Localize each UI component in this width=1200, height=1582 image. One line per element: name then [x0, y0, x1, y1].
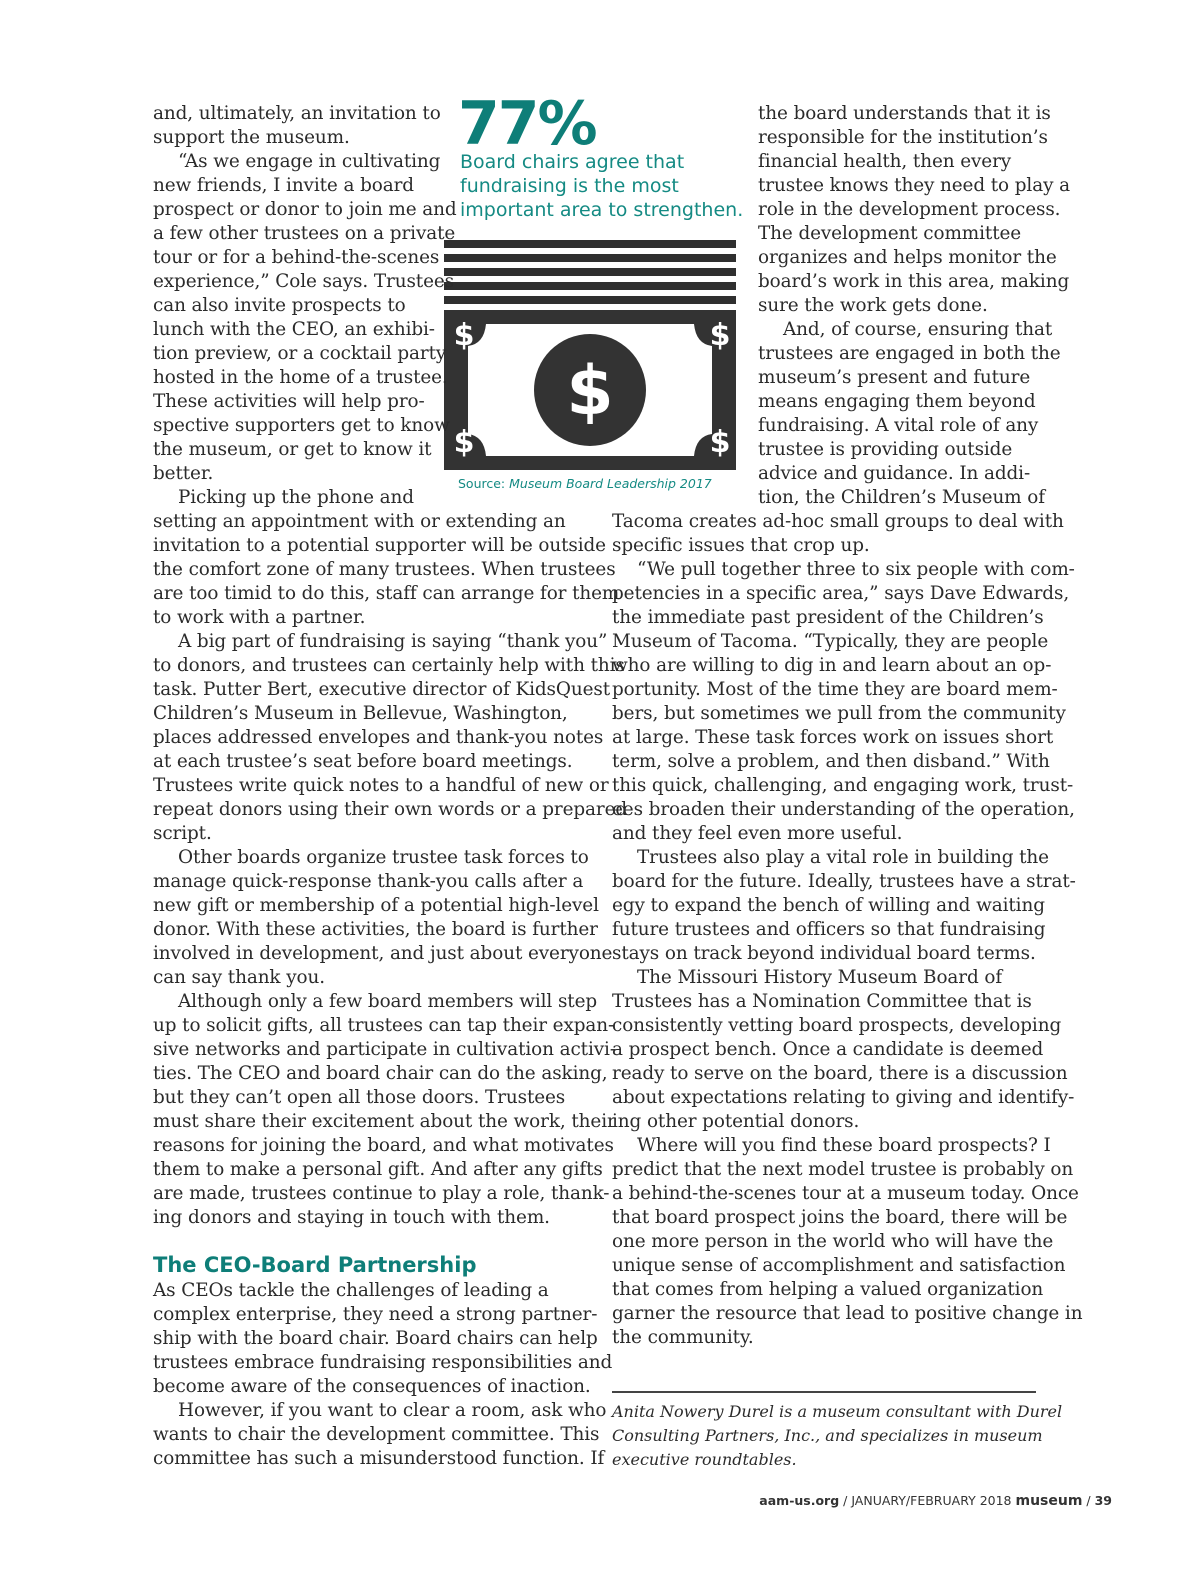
body-line: a few other trustees on a private: [153, 223, 456, 244]
body-line: As CEOs tackle the challenges of leading a: [153, 1280, 549, 1301]
body-line: Trustees write quick notes to a handful of new or: [153, 775, 609, 796]
dollar-sign-corner: $: [453, 318, 475, 353]
body-line: a behind-the-scenes tour at a museum today. Once: [612, 1183, 1079, 1204]
body-line: the comfort zone of many trustees. When trustees: [153, 559, 616, 580]
body-line: consistently vetting board prospects, developing: [612, 1015, 1062, 1036]
stat-source: [458, 476, 712, 491]
source-prefix: Source:: [458, 476, 510, 491]
body-line: experience,” Cole says. Trustees: [153, 271, 455, 292]
body-line: that comes from helping a valued organization: [612, 1279, 1044, 1300]
body-line: new gift or membership of a potential high-level: [153, 895, 599, 916]
body-line: to donors, and trustees can certainly help with this: [153, 655, 625, 676]
body-line: one more person in the world who will have the: [612, 1231, 1054, 1252]
body-line: Although only a few board members will step: [178, 991, 598, 1012]
body-line: sive networks and participate in cultivation activi-: [153, 1039, 616, 1060]
body-line: means engaging them beyond: [758, 391, 1036, 412]
body-line: unique sense of accomplishment and satisfaction: [612, 1255, 1066, 1276]
body-line: specific issues that crop up.: [612, 535, 870, 556]
body-line: prospect or donor to join me and: [153, 199, 457, 220]
body-line: tour or for a behind-the-scenes: [153, 247, 440, 268]
body-line: ing donors and staying in touch with them.: [153, 1207, 550, 1228]
footer-date: JANUARY/FEBRUARY 2018: [851, 1493, 1012, 1508]
body-line: trustee is providing outside: [758, 439, 1013, 460]
dollar-sign-corner: $: [709, 425, 731, 460]
bio-divider: [612, 1391, 1036, 1393]
page-footer: [759, 1493, 1112, 1509]
body-line: the community.: [612, 1327, 754, 1348]
body-line: are made, trustees continue to play a role, thank-: [153, 1183, 610, 1204]
body-line: but they can’t open all those doors. Trustees: [153, 1087, 566, 1108]
body-line: Children’s Museum in Bellevue, Washington,: [153, 703, 568, 724]
source-title: Museum Board Leadership 2017: [509, 476, 712, 491]
body-line: And, of course, ensuring that: [783, 319, 1053, 340]
body-line: ready to serve on the board, there is a discussion: [612, 1063, 1068, 1084]
body-line: responsible for the institution’s: [758, 127, 1048, 148]
body-line: However, if you want to clear a room, ask who: [178, 1400, 607, 1421]
footer-site[interactable]: aam-us.org: [759, 1493, 840, 1508]
body-line: the immediate past president of the Children’s: [612, 607, 1044, 628]
body-line: Where will you find these board prospects? I: [637, 1135, 1051, 1156]
body-line: complex enterprise, they need a strong partner-: [153, 1304, 598, 1325]
body-line: role in the development process.: [758, 199, 1061, 220]
body-line: reasons for joining the board, and what motivates: [153, 1135, 614, 1156]
body-line: tion, the Children’s Museum of: [758, 487, 1045, 508]
body-line: the board understands that it is: [758, 103, 1051, 124]
body-line: These activities will help pro-: [153, 391, 425, 412]
body-line: a prospect bench. Once a candidate is deemed: [612, 1039, 1044, 1060]
body-line: about expectations relating to giving and identify-: [612, 1087, 1075, 1108]
body-line: must share their excitement about the work, their: [153, 1111, 616, 1132]
body-line: Museum of Tacoma. “Typically, they are people: [612, 631, 1049, 652]
body-line: financial health, then every: [758, 151, 1012, 172]
body-line: trustee knows they need to play a: [758, 175, 1070, 196]
body-line: up to solicit gifts, all trustees can tap their expan-: [153, 1015, 615, 1036]
body-line: new friends, I invite a board: [153, 175, 414, 196]
body-line: advice and guidance. In addi-: [758, 463, 1031, 484]
body-line: ees broaden their understanding of the operation,: [612, 799, 1075, 820]
body-line: ties. The CEO and board chair can do the asking,: [153, 1063, 608, 1084]
body-line: fundraising. A vital role of any: [758, 415, 1039, 436]
body-line: Tacoma creates ad-hoc small groups to deal with: [612, 511, 1064, 532]
dollar-bill-icon: [444, 240, 736, 470]
body-line: Trustees also play a vital role in building the: [637, 847, 1049, 868]
dollar-sign-corner: $: [709, 318, 731, 353]
body-line: places addressed envelopes and thank-you notes: [153, 727, 604, 748]
footer-separator: /: [1082, 1493, 1095, 1508]
page-number: 39: [1094, 1493, 1112, 1508]
stat-caption-line: important area to strengthen.: [460, 199, 744, 221]
body-line: predict that the next model trustee is probably on: [612, 1159, 1074, 1180]
body-line: The Missouri History Museum Board of: [637, 967, 1003, 988]
body-line: are too timid to do this, staff can arrange for them: [153, 583, 620, 604]
footer-magazine: museum: [1015, 1493, 1083, 1509]
body-line: task. Putter Bert, executive director of KidsQuest: [153, 679, 611, 700]
body-line: ing other potential donors.: [612, 1111, 860, 1132]
body-line: The development committee: [758, 223, 1022, 244]
dollar-sign-corner: $: [453, 425, 475, 460]
body-line: future trustees and officers so that fundraising: [612, 919, 1046, 940]
body-line: board for the future. Ideally, trustees have a strat-: [612, 871, 1076, 892]
body-line: Trustees has a Nomination Committee that is: [612, 991, 1032, 1012]
body-line: stays on track beyond individual board terms.: [612, 943, 1036, 964]
body-line: ship with the board chair. Board chairs can help: [153, 1328, 598, 1349]
body-line: support the museum.: [153, 127, 350, 148]
stat-caption-line: fundraising is the most: [460, 175, 679, 197]
body-line: petencies in a specific area,” says Dave Edwards,: [612, 583, 1070, 604]
body-line: can also invite prospects to: [153, 295, 406, 316]
body-line: better.: [153, 463, 214, 484]
bio-line: Anita Nowery Durel is a museum consultant with Durel: [612, 1402, 1063, 1421]
body-line: trustees are engaged in both the: [758, 343, 1061, 364]
body-line: manage quick-response thank-you calls after a: [153, 871, 584, 892]
body-line: garner the resource that lead to positive change in: [612, 1303, 1083, 1324]
body-line: and, ultimately, an invitation to: [153, 103, 441, 124]
body-line: invitation to a potential supporter will be outside: [153, 535, 606, 556]
bio-line: Consulting Partners, Inc., and specializes in museum: [612, 1426, 1043, 1445]
stat-caption-line: Board chairs agree that: [460, 151, 685, 173]
body-line: lunch with the CEO, an exhibi-: [153, 319, 435, 340]
bio-line: executive roundtables.: [612, 1450, 797, 1469]
footer-separator: /: [839, 1493, 852, 1508]
body-line: the museum, or get to know it: [153, 439, 432, 460]
body-line: repeat donors using their own words or a prepared: [153, 799, 628, 820]
body-line: board’s work in this area, making: [758, 271, 1070, 292]
body-line: wants to chair the development committee. This: [153, 1424, 600, 1445]
body-line: “We pull together three to six people with com-: [637, 559, 1075, 580]
body-line: hosted in the home of a trustee.: [153, 367, 448, 388]
body-line: at large. These task forces work on issues short: [612, 727, 1054, 748]
body-line: that board prospect joins the board, there will be: [612, 1207, 1068, 1228]
body-line: them to make a personal gift. And after any gifts: [153, 1159, 603, 1180]
body-line: “As we engage in cultivating: [178, 151, 441, 172]
body-line: this quick, challenging, and engaging work, trust-: [612, 775, 1074, 796]
body-line: to work with a partner.: [153, 607, 366, 628]
body-line: trustees embrace fundraising responsibilities and: [153, 1352, 613, 1373]
body-line: Picking up the phone and: [178, 487, 414, 508]
body-line: script.: [153, 823, 212, 844]
body-line: committee has such a misunderstood function. If: [153, 1448, 605, 1469]
body-line: at each trustee’s seat before board meetings.: [153, 751, 573, 772]
body-line: tion preview, or a cocktail party: [153, 343, 447, 364]
body-line: portunity. Most of the time they are board mem-: [612, 679, 1058, 700]
body-line: A big part of fundraising is saying “thank you”: [178, 631, 608, 652]
section-heading: The CEO-Board Partnership: [153, 1253, 477, 1277]
body-line: setting an appointment with or extending an: [153, 511, 566, 532]
body-line: sure the work gets done.: [758, 295, 988, 316]
body-line: spective supporters get to know: [153, 415, 450, 436]
body-line: organizes and helps monitor the: [758, 247, 1057, 268]
body-line: become aware of the consequences of inaction.: [153, 1376, 591, 1397]
body-line: museum’s present and future: [758, 367, 1031, 388]
body-line: egy to expand the bench of willing and waiting: [612, 895, 1045, 916]
body-line: term, solve a problem, and then disband.” With: [612, 751, 1050, 772]
body-line: can say thank you.: [153, 967, 325, 988]
stat-number: 77%: [458, 89, 596, 159]
body-line: who are willing to dig in and learn about an op-: [612, 655, 1052, 676]
body-line: bers, but sometimes we pull from the community: [612, 703, 1066, 724]
body-line: and they feel even more useful.: [612, 823, 903, 844]
body-line: involved in development, and just about everyone: [153, 943, 613, 964]
body-line: donor. With these activities, the board is further: [153, 919, 598, 940]
body-line: Other boards organize trustee task forces to: [178, 847, 589, 868]
dollar-sign-center: $: [566, 352, 614, 431]
